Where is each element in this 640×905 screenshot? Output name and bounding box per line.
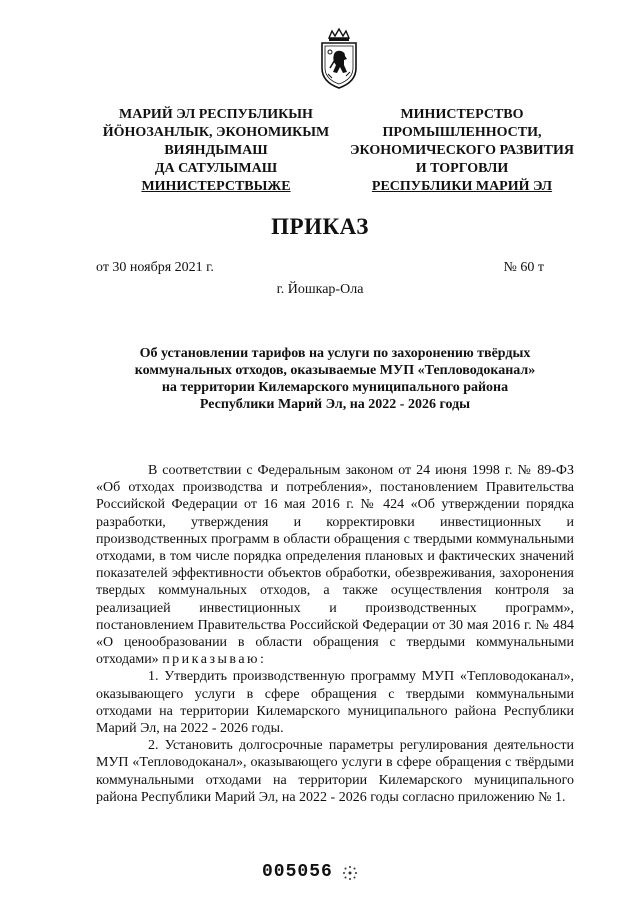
header-left-line: ВИЯНДЫМАШ bbox=[164, 143, 268, 158]
header-right-ministry bbox=[342, 106, 582, 196]
header-right-line: И ТОРГОВЛИ bbox=[415, 161, 509, 176]
document-serial-number: 005056 bbox=[262, 862, 333, 882]
coat-of-arms-icon bbox=[316, 28, 362, 90]
order-number: № 60 т bbox=[503, 260, 544, 275]
header-left-ministry bbox=[96, 106, 336, 196]
header-left-line: МИНИСТЕРСТВЫЖЕ bbox=[141, 179, 291, 194]
preamble-text: В соответствии с Федеральным законом от 24 июня 1998 г. № 89-ФЗ «Об отходах производства и потребления», постановлением Правительства Российской Федерации от 16 мая 2016 г. № 424 «Об утверждении порядка разработки, утверждения и корректировки инвестиционных и производственных программ в области обращения с твердыми коммунальными отходами, в том числе порядка определения плановых и фактических значений показателей эффективности объектов обработки, обезвреживания, захоронения твердых коммунальных отходов, а также осуществления контроля за реализацией инвестиционных и производственных программ», постановлением Правительства Российской Федерации от 30 мая 2016 г. № 484 «О ценообразовании в области обращения с твердыми коммунальными отходами» bbox=[96, 463, 574, 668]
header-left-line: ЙÖНОЗАНЛЫК, ЭКОНОМИКЫМ bbox=[102, 125, 330, 140]
header-left-line: ДА САТУЛЫМАШ bbox=[154, 161, 278, 176]
subject-line: коммунальных отходов, оказываемые МУП «Тепловодоканал» bbox=[134, 363, 536, 378]
order-directive: приказываю: bbox=[162, 652, 267, 668]
header-right-line: МИНИСТЕРСТВО bbox=[400, 107, 524, 122]
order-city: г. Йошкар-Ола bbox=[276, 282, 364, 297]
header-right-line: ЭКОНОМИЧЕСКОГО РАЗВИТИЯ bbox=[350, 143, 574, 158]
order-body bbox=[96, 462, 574, 806]
body-paragraph-item-1: 1. Утвердить производственную программу МУП «Тепловодоканал», оказывающего услуги в сфере обращения с твердыми коммунальными отходами на территории Килемарского муниципального района Республики Марий Эл, на 2022 - 2026 годы. bbox=[96, 669, 574, 737]
subject-line: Об установлении тарифов на услуги по захоронению твёрдых bbox=[139, 346, 531, 361]
decorative-mark-icon bbox=[342, 865, 358, 881]
document-title: ПРИКАЗ bbox=[271, 214, 369, 239]
order-date: от 30 ноября 2021 г. bbox=[96, 260, 214, 275]
header-left-line: МАРИЙ ЭЛ РЕСПУБЛИКЫН bbox=[119, 107, 313, 122]
subject-line: на территории Килемарского муниципального района bbox=[161, 380, 509, 395]
header-right-line: РЕСПУБЛИКИ МАРИЙ ЭЛ bbox=[371, 179, 553, 194]
subject-line: Республики Марий Эл, на 2022 - 2026 годы bbox=[199, 397, 471, 412]
body-paragraph-item-2: 2. Установить долгосрочные параметры регулирования деятельности МУП «Тепловодоканал», оказывающего услуги в сфере обращения с твёрдыми коммунальными отходами на территории Килемарского муниципального района Республики Марий Эл, на 2022 - 2026 годы согласно приложению № 1. bbox=[96, 738, 574, 805]
body-paragraph-preamble bbox=[96, 462, 574, 668]
order-subject bbox=[96, 345, 574, 413]
header-right-line: ПРОМЫШЛЕННОСТИ, bbox=[382, 125, 542, 140]
